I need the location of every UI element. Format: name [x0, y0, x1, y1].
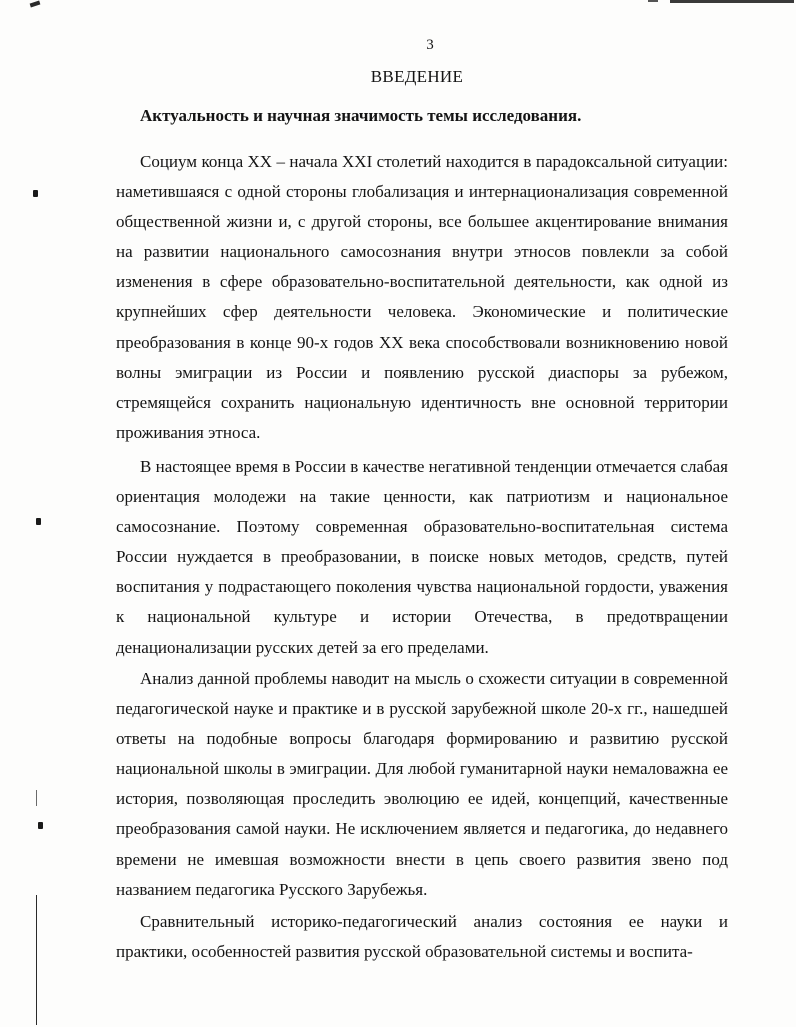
page-number: 3	[426, 37, 434, 53]
scan-edge-line	[36, 895, 37, 1025]
body-paragraph: В настоящее время в России в качестве негативной тенденции отмечается слабая ориентация молодежи на такие ценности, как патриотизм и национальное самосознание. Поэтому современная образовательно-воспитательная система России нуждается в преобразовании, в поиске новых методов, средств, путей воспитания у подрастающего поколения чувства национальной гордости, уважения к национальной культуре и истории Отечества, в предотвращении денационализации русских детей за его пределами.	[116, 457, 728, 657]
scan-edge-line	[36, 790, 37, 806]
body-paragraph: Сравнительный историко-педагогический анализ состояния ее науки и практики, особенностей развития русской образовательной системы и воспита-	[116, 912, 728, 962]
section-subtitle: Актуальность и научная значимость темы исследования.	[140, 106, 582, 125]
body-paragraph: Анализ данной проблемы наводит на мысль о схожести ситуации в современной педагогической науке и практике и в русской зарубежной школе 20-х гг., нашедшей ответы на подобные вопросы благодаря формированию и развитию русской национальной школы в эмиграции. Для любой гуманитарной науки немаловажна ее история, позволяющая проследить эволюцию ее идей, концепций, качественные преобразования самой науки. Не исключением является и педагогика, до недавнего времени не имевшая возможности внести в цепь своего развития звено под названием педагогика Русского Зарубежья.	[116, 669, 728, 899]
binding-hole-mark	[33, 190, 38, 197]
binding-hole-mark	[38, 822, 43, 829]
page-title: ВВЕДЕНИЕ	[370, 67, 464, 86]
binding-hole-mark	[36, 518, 41, 525]
scan-artifact-mark	[30, 1, 41, 8]
scan-artifact-dot	[648, 0, 658, 2]
scan-artifact-line	[670, 0, 794, 3]
body-paragraph: Социум конца XX – начала XXI столетий находится в парадоксальной ситуации: наметившаяся с одной стороны глобализация и интернационализация современной общественной жизни и, с другой стороны, все большее акцентирование внимания на развитии национального самосознания внутри этносов повлекли за собой изменения в сфере образовательно-воспитательной деятельности, как одной из крупнейших сфер деятельности человека. Экономические и политические преобразования в конце 90-х годов XX века способствовали возникновению новой волны эмиграции из России и появлению русской диаспоры за рубежом, стремящейся сохранить национальную идентичность вне основной территории проживания этноса.	[116, 152, 728, 442]
